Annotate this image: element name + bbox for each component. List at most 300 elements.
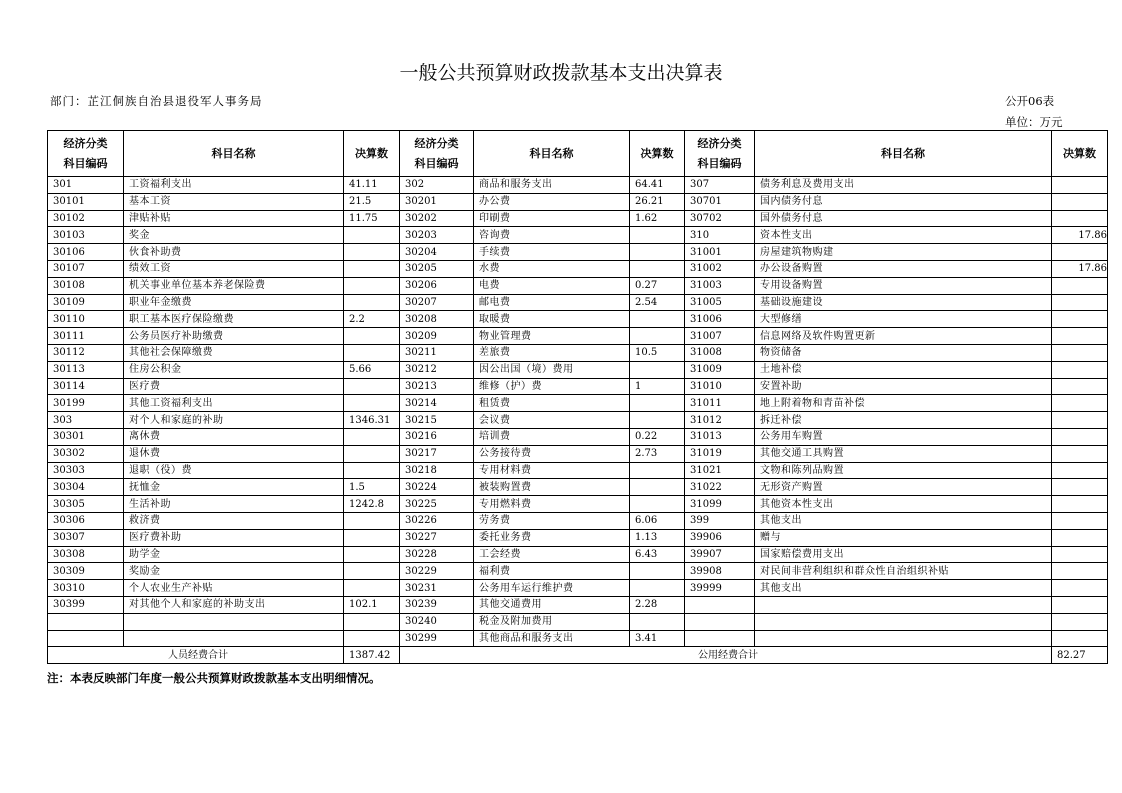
row-code: 39907 bbox=[685, 546, 755, 563]
row-name: 津贴补贴 bbox=[124, 210, 344, 227]
row-amount bbox=[344, 344, 400, 361]
table-row bbox=[48, 580, 1108, 597]
row-amount bbox=[630, 462, 685, 479]
row-code: 30111 bbox=[48, 328, 124, 345]
row-amount bbox=[344, 260, 400, 277]
table-row bbox=[48, 328, 1108, 345]
row-code: 30206 bbox=[400, 277, 474, 294]
row-amount bbox=[1052, 378, 1108, 395]
row-name: 助学金 bbox=[124, 546, 344, 563]
row-name: 住房公积金 bbox=[124, 361, 344, 378]
row-amount: 64.41 bbox=[630, 177, 685, 194]
row-name: 其他资本性支出 bbox=[755, 496, 1052, 513]
row-code: 30231 bbox=[400, 580, 474, 597]
row-code: 31005 bbox=[685, 294, 755, 311]
row-name: 委托业务费 bbox=[474, 529, 630, 546]
personnel-total-value: 1387.42 bbox=[344, 647, 400, 664]
row-code: 303 bbox=[48, 412, 124, 429]
row-name: 物业管理费 bbox=[474, 328, 630, 345]
row-amount: 2.73 bbox=[630, 445, 685, 462]
table-row bbox=[48, 496, 1108, 513]
public-total-value: 82.27 bbox=[1052, 647, 1108, 664]
row-code: 30239 bbox=[400, 596, 474, 613]
row-code: 30310 bbox=[48, 580, 124, 597]
row-amount bbox=[630, 361, 685, 378]
row-code: 31007 bbox=[685, 328, 755, 345]
row-amount: 1242.8 bbox=[344, 496, 400, 513]
row-amount bbox=[1052, 496, 1108, 513]
row-name: 取暖费 bbox=[474, 311, 630, 328]
row-amount bbox=[1052, 294, 1108, 311]
row-code: 31011 bbox=[685, 395, 755, 412]
row-code: 30299 bbox=[400, 630, 474, 647]
row-amount bbox=[630, 412, 685, 429]
row-name: 拆迁补偿 bbox=[755, 412, 1052, 429]
row-name: 邮电费 bbox=[474, 294, 630, 311]
row-code: 39906 bbox=[685, 529, 755, 546]
row-code: 30108 bbox=[48, 277, 124, 294]
row-name: 其他社会保障缴费 bbox=[124, 344, 344, 361]
row-amount bbox=[1052, 177, 1108, 194]
footnote: 注：本表反映部门年度一般公共预算财政拨款基本支出明细情况。 bbox=[47, 671, 381, 685]
table-row bbox=[48, 244, 1108, 261]
row-name: 其他支出 bbox=[755, 512, 1052, 529]
row-name: 公务用车购置 bbox=[755, 428, 1052, 445]
table-row bbox=[48, 294, 1108, 311]
row-amount bbox=[1052, 428, 1108, 445]
row-code: 399 bbox=[685, 512, 755, 529]
row-code: 302 bbox=[400, 177, 474, 194]
row-amount bbox=[630, 580, 685, 597]
row-amount bbox=[344, 462, 400, 479]
row-name: 专用燃料费 bbox=[474, 496, 630, 513]
row-name: 公务用车运行维护费 bbox=[474, 580, 630, 597]
row-name: 办公费 bbox=[474, 193, 630, 210]
row-name: 房屋建筑物购建 bbox=[755, 244, 1052, 261]
row-amount bbox=[630, 260, 685, 277]
row-name: 基础设施建设 bbox=[755, 294, 1052, 311]
row-amount bbox=[1052, 462, 1108, 479]
table-row bbox=[48, 462, 1108, 479]
row-code: 31001 bbox=[685, 244, 755, 261]
row-name: 公务员医疗补助缴费 bbox=[124, 328, 344, 345]
row-amount bbox=[344, 227, 400, 244]
row-name: 绩效工资 bbox=[124, 260, 344, 277]
row-code: 31010 bbox=[685, 378, 755, 395]
row-name: 债务利息及费用支出 bbox=[755, 177, 1052, 194]
row-name: 租赁费 bbox=[474, 395, 630, 412]
row-amount bbox=[1052, 445, 1108, 462]
row-code: 30306 bbox=[48, 512, 124, 529]
row-amount: 2.28 bbox=[630, 596, 685, 613]
row-amount: 0.27 bbox=[630, 277, 685, 294]
row-name: 医疗费 bbox=[124, 378, 344, 395]
row-name: 个人农业生产补贴 bbox=[124, 580, 344, 597]
table-row bbox=[48, 529, 1108, 546]
table-row bbox=[48, 277, 1108, 294]
row-name bbox=[124, 630, 344, 647]
row-amount bbox=[344, 512, 400, 529]
row-name: 国家赔偿费用支出 bbox=[755, 546, 1052, 563]
row-amount bbox=[344, 445, 400, 462]
row-amount bbox=[630, 479, 685, 496]
public-total-label: 公用经费合计 bbox=[400, 647, 1052, 664]
row-name: 办公设备购置 bbox=[755, 260, 1052, 277]
row-code: 30399 bbox=[48, 596, 124, 613]
row-code bbox=[48, 613, 124, 630]
row-name: 国内债务付息 bbox=[755, 193, 1052, 210]
row-name: 劳务费 bbox=[474, 512, 630, 529]
row-code: 31099 bbox=[685, 496, 755, 513]
row-name: 工资福利支出 bbox=[124, 177, 344, 194]
row-name: 公务接待费 bbox=[474, 445, 630, 462]
row-code: 30107 bbox=[48, 260, 124, 277]
table-row bbox=[48, 361, 1108, 378]
header-amount: 决算数 bbox=[630, 131, 685, 177]
row-code: 30701 bbox=[685, 193, 755, 210]
table-row bbox=[48, 412, 1108, 429]
page-title: 一般公共预算财政拨款基本支出决算表 bbox=[399, 62, 723, 84]
row-name: 福利费 bbox=[474, 563, 630, 580]
personnel-total-label: 人员经费合计 bbox=[48, 647, 344, 664]
row-name: 咨询费 bbox=[474, 227, 630, 244]
row-amount: 1 bbox=[630, 378, 685, 395]
row-code: 30201 bbox=[400, 193, 474, 210]
row-name: 职工基本医疗保险缴费 bbox=[124, 311, 344, 328]
row-name: 因公出国（境）费用 bbox=[474, 361, 630, 378]
row-amount bbox=[1052, 613, 1108, 630]
row-code: 30202 bbox=[400, 210, 474, 227]
row-amount bbox=[1052, 546, 1108, 563]
row-code: 30205 bbox=[400, 260, 474, 277]
row-amount: 0.22 bbox=[630, 428, 685, 445]
row-name: 大型修缮 bbox=[755, 311, 1052, 328]
table-row bbox=[48, 210, 1108, 227]
table-row bbox=[48, 378, 1108, 395]
row-code: 31003 bbox=[685, 277, 755, 294]
row-code: 31012 bbox=[685, 412, 755, 429]
row-amount: 6.43 bbox=[630, 546, 685, 563]
header-name: 科目名称 bbox=[474, 131, 630, 177]
table-row bbox=[48, 311, 1108, 328]
row-code: 30208 bbox=[400, 311, 474, 328]
row-name: 工会经费 bbox=[474, 546, 630, 563]
row-amount bbox=[1052, 328, 1108, 345]
table-row bbox=[48, 479, 1108, 496]
row-amount bbox=[1052, 193, 1108, 210]
row-code: 30240 bbox=[400, 613, 474, 630]
row-amount bbox=[344, 563, 400, 580]
row-amount: 1.62 bbox=[630, 210, 685, 227]
row-amount bbox=[1052, 563, 1108, 580]
header-code: 经济分类 科目编码 bbox=[48, 131, 124, 177]
row-code: 30203 bbox=[400, 227, 474, 244]
row-amount: 17.86 bbox=[1052, 227, 1108, 244]
row-name: 奖金 bbox=[124, 227, 344, 244]
table-row bbox=[48, 630, 1108, 647]
row-name: 其他交通工具购置 bbox=[755, 445, 1052, 462]
table-row bbox=[48, 395, 1108, 412]
row-name: 离休费 bbox=[124, 428, 344, 445]
row-name bbox=[755, 630, 1052, 647]
row-code: 30103 bbox=[48, 227, 124, 244]
row-amount bbox=[630, 395, 685, 412]
row-name: 其他支出 bbox=[755, 580, 1052, 597]
row-code bbox=[685, 630, 755, 647]
row-amount: 17.86 bbox=[1052, 260, 1108, 277]
table-row bbox=[48, 260, 1108, 277]
row-name: 土地补偿 bbox=[755, 361, 1052, 378]
row-code: 31008 bbox=[685, 344, 755, 361]
row-name: 文物和陈列品购置 bbox=[755, 462, 1052, 479]
row-name: 生活补助 bbox=[124, 496, 344, 513]
row-code: 30217 bbox=[400, 445, 474, 462]
row-code: 301 bbox=[48, 177, 124, 194]
row-name: 赠与 bbox=[755, 529, 1052, 546]
row-code: 31019 bbox=[685, 445, 755, 462]
row-code: 310 bbox=[685, 227, 755, 244]
row-amount: 1346.31 bbox=[344, 412, 400, 429]
row-amount bbox=[344, 395, 400, 412]
row-amount bbox=[1052, 361, 1108, 378]
row-amount bbox=[1052, 580, 1108, 597]
row-name: 无形资产购置 bbox=[755, 479, 1052, 496]
row-amount: 6.06 bbox=[630, 512, 685, 529]
header-name: 科目名称 bbox=[124, 131, 344, 177]
row-amount bbox=[1052, 529, 1108, 546]
row-code: 31021 bbox=[685, 462, 755, 479]
row-amount bbox=[1052, 210, 1108, 227]
row-name: 被装购置费 bbox=[474, 479, 630, 496]
row-code: 30301 bbox=[48, 428, 124, 445]
header-code: 经济分类 科目编码 bbox=[400, 131, 474, 177]
row-amount bbox=[344, 630, 400, 647]
table-row bbox=[48, 613, 1108, 630]
totals-row bbox=[48, 647, 1108, 664]
row-name: 基本工资 bbox=[124, 193, 344, 210]
row-name: 会议费 bbox=[474, 412, 630, 429]
row-name: 抚恤金 bbox=[124, 479, 344, 496]
row-code: 30207 bbox=[400, 294, 474, 311]
row-name: 差旅费 bbox=[474, 344, 630, 361]
row-code: 30211 bbox=[400, 344, 474, 361]
row-name: 电费 bbox=[474, 277, 630, 294]
row-name: 专用材料费 bbox=[474, 462, 630, 479]
row-amount: 26.21 bbox=[630, 193, 685, 210]
row-amount bbox=[630, 311, 685, 328]
row-code: 31002 bbox=[685, 260, 755, 277]
row-amount bbox=[344, 277, 400, 294]
row-amount bbox=[344, 328, 400, 345]
row-code bbox=[48, 630, 124, 647]
row-name: 商品和服务支出 bbox=[474, 177, 630, 194]
row-name: 物资储备 bbox=[755, 344, 1052, 361]
row-amount bbox=[344, 580, 400, 597]
row-code: 30209 bbox=[400, 328, 474, 345]
table-row bbox=[48, 428, 1108, 445]
row-amount bbox=[1052, 596, 1108, 613]
row-name bbox=[755, 613, 1052, 630]
table-row bbox=[48, 546, 1108, 563]
row-amount: 2.54 bbox=[630, 294, 685, 311]
row-name: 其他交通费用 bbox=[474, 596, 630, 613]
row-code: 39908 bbox=[685, 563, 755, 580]
row-name: 安置补助 bbox=[755, 378, 1052, 395]
row-amount bbox=[344, 428, 400, 445]
row-code: 30218 bbox=[400, 462, 474, 479]
row-code: 31013 bbox=[685, 428, 755, 445]
row-amount: 2.2 bbox=[344, 311, 400, 328]
header-amount: 决算数 bbox=[1052, 131, 1108, 177]
row-amount bbox=[1052, 311, 1108, 328]
row-amount bbox=[630, 244, 685, 261]
row-code: 30114 bbox=[48, 378, 124, 395]
row-code: 31006 bbox=[685, 311, 755, 328]
row-amount: 5.66 bbox=[344, 361, 400, 378]
row-amount bbox=[344, 378, 400, 395]
row-name: 退职（役）费 bbox=[124, 462, 344, 479]
row-amount: 1.13 bbox=[630, 529, 685, 546]
row-amount: 41.11 bbox=[344, 177, 400, 194]
row-code: 30229 bbox=[400, 563, 474, 580]
row-code: 30224 bbox=[400, 479, 474, 496]
row-code: 30109 bbox=[48, 294, 124, 311]
row-amount bbox=[1052, 344, 1108, 361]
row-code: 30101 bbox=[48, 193, 124, 210]
department-label: 部门：芷江侗族自治县退役军人事务局 bbox=[50, 94, 263, 108]
row-amount: 3.41 bbox=[630, 630, 685, 647]
table-header-row bbox=[48, 131, 1108, 177]
row-name: 国外债务付息 bbox=[755, 210, 1052, 227]
row-amount: 21.5 bbox=[344, 193, 400, 210]
row-name: 资本性支出 bbox=[755, 227, 1052, 244]
form-number: 公开06表 bbox=[1005, 94, 1055, 108]
row-name: 专用设备购置 bbox=[755, 277, 1052, 294]
table-body bbox=[48, 177, 1108, 647]
row-name: 培训费 bbox=[474, 428, 630, 445]
row-amount bbox=[1052, 512, 1108, 529]
row-name: 对其他个人和家庭的补助支出 bbox=[124, 596, 344, 613]
row-code: 30226 bbox=[400, 512, 474, 529]
row-amount: 11.75 bbox=[344, 210, 400, 227]
row-code: 30212 bbox=[400, 361, 474, 378]
row-code: 30702 bbox=[685, 210, 755, 227]
row-amount bbox=[1052, 630, 1108, 647]
row-code: 30308 bbox=[48, 546, 124, 563]
row-amount bbox=[630, 563, 685, 580]
row-code: 31009 bbox=[685, 361, 755, 378]
row-amount bbox=[630, 496, 685, 513]
row-code: 30110 bbox=[48, 311, 124, 328]
row-name bbox=[755, 596, 1052, 613]
row-amount: 1.5 bbox=[344, 479, 400, 496]
row-code: 30213 bbox=[400, 378, 474, 395]
row-code: 30225 bbox=[400, 496, 474, 513]
row-code: 30309 bbox=[48, 563, 124, 580]
row-code: 30216 bbox=[400, 428, 474, 445]
row-code: 30112 bbox=[48, 344, 124, 361]
row-amount bbox=[344, 244, 400, 261]
row-name: 职业年金缴费 bbox=[124, 294, 344, 311]
row-amount bbox=[344, 546, 400, 563]
row-name: 机关事业单位基本养老保险费 bbox=[124, 277, 344, 294]
row-amount bbox=[1052, 244, 1108, 261]
row-name: 信息网络及软件购置更新 bbox=[755, 328, 1052, 345]
row-name: 对民间非营利组织和群众性自治组织补贴 bbox=[755, 563, 1052, 580]
row-amount bbox=[344, 529, 400, 546]
row-code: 30199 bbox=[48, 395, 124, 412]
table-row bbox=[48, 177, 1108, 194]
row-amount bbox=[344, 294, 400, 311]
row-name: 奖励金 bbox=[124, 563, 344, 580]
row-amount bbox=[630, 613, 685, 630]
header-amount: 决算数 bbox=[344, 131, 400, 177]
unit-label: 单位：万元 bbox=[1005, 115, 1063, 129]
table-row bbox=[48, 563, 1108, 580]
row-code bbox=[685, 613, 755, 630]
row-code: 30102 bbox=[48, 210, 124, 227]
row-code: 30215 bbox=[400, 412, 474, 429]
row-name: 救济费 bbox=[124, 512, 344, 529]
row-name: 水费 bbox=[474, 260, 630, 277]
expenditure-table bbox=[47, 130, 1108, 664]
header-name: 科目名称 bbox=[755, 131, 1052, 177]
row-name: 地上附着物和青苗补偿 bbox=[755, 395, 1052, 412]
row-amount bbox=[1052, 395, 1108, 412]
row-amount: 102.1 bbox=[344, 596, 400, 613]
row-amount bbox=[344, 613, 400, 630]
row-amount bbox=[630, 328, 685, 345]
table-row bbox=[48, 512, 1108, 529]
row-name: 其他商品和服务支出 bbox=[474, 630, 630, 647]
row-code: 39999 bbox=[685, 580, 755, 597]
row-name: 对个人和家庭的补助 bbox=[124, 412, 344, 429]
row-code: 307 bbox=[685, 177, 755, 194]
row-amount bbox=[1052, 277, 1108, 294]
table-row bbox=[48, 344, 1108, 361]
row-code: 30204 bbox=[400, 244, 474, 261]
row-name: 退休费 bbox=[124, 445, 344, 462]
row-name bbox=[124, 613, 344, 630]
table-row bbox=[48, 445, 1108, 462]
row-code: 30228 bbox=[400, 546, 474, 563]
row-code bbox=[685, 596, 755, 613]
row-name: 税金及附加费用 bbox=[474, 613, 630, 630]
table-row bbox=[48, 193, 1108, 210]
row-name: 医疗费补助 bbox=[124, 529, 344, 546]
row-amount bbox=[1052, 412, 1108, 429]
row-amount bbox=[630, 227, 685, 244]
row-code: 30106 bbox=[48, 244, 124, 261]
row-amount bbox=[1052, 479, 1108, 496]
row-code: 30227 bbox=[400, 529, 474, 546]
table-row bbox=[48, 596, 1108, 613]
row-name: 其他工资福利支出 bbox=[124, 395, 344, 412]
row-code: 30113 bbox=[48, 361, 124, 378]
table-row bbox=[48, 227, 1108, 244]
row-code: 30302 bbox=[48, 445, 124, 462]
row-name: 伙食补助费 bbox=[124, 244, 344, 261]
row-name: 维修（护）费 bbox=[474, 378, 630, 395]
row-code: 30305 bbox=[48, 496, 124, 513]
row-amount: 10.5 bbox=[630, 344, 685, 361]
row-code: 30214 bbox=[400, 395, 474, 412]
row-name: 手续费 bbox=[474, 244, 630, 261]
row-code: 30307 bbox=[48, 529, 124, 546]
row-code: 30303 bbox=[48, 462, 124, 479]
header-code: 经济分类 科目编码 bbox=[685, 131, 755, 177]
row-code: 30304 bbox=[48, 479, 124, 496]
